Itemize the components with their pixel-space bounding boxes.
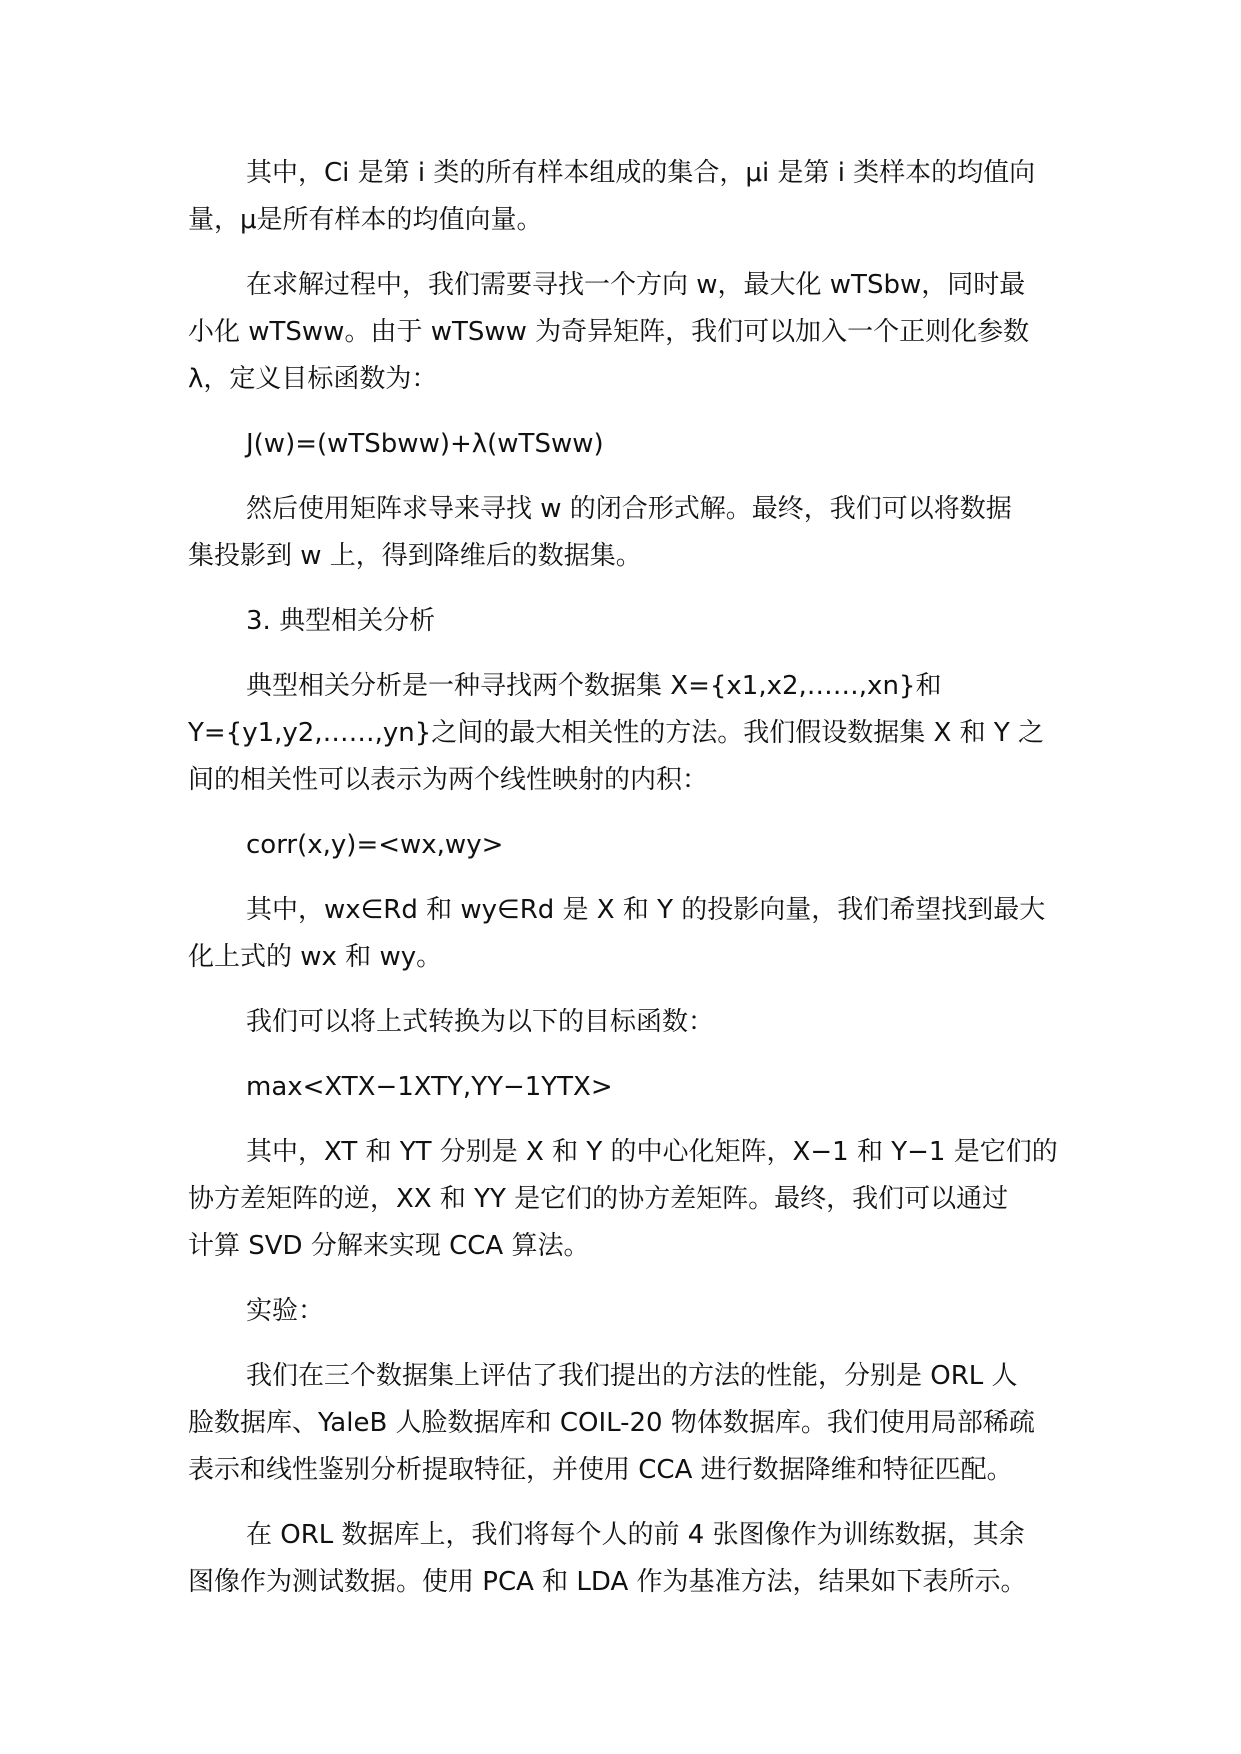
paragraph-ci-definition <box>188 150 1068 244</box>
paragraph-closed-form <box>188 486 1068 580</box>
section-heading-cca: 3. 典型相关分析 <box>246 606 436 636</box>
paragraph-centered-matrices <box>188 1129 1068 1270</box>
text-line: 其中，wx∈Rd 和 wy∈Rd 是 X 和 Y 的投影向量，我们希望找到最大 <box>246 895 1046 925</box>
paragraph-projection-vectors <box>188 887 1068 981</box>
text-line: Y={y1,y2,……,yn}之间的最大相关性的方法。我们假设数据集 X 和 Y 之 <box>188 718 1045 748</box>
formula-max: max<XTX−1XTY,YY−1YTX> <box>246 1072 613 1102</box>
text-line: 其中，XT 和 YT 分别是 X 和 Y 的中心化矩阵，X−1 和 Y−1 是它们的 <box>246 1137 1058 1167</box>
text-line: 其中，Ci 是第 i 类的所有样本组成的集合，μi 是第 i 类样本的均值向 <box>246 158 1036 188</box>
document-body <box>188 150 1068 1624</box>
text-line: 我们可以将上式转换为以下的目标函数： <box>246 1007 715 1037</box>
text-line: 协方差矩阵的逆，XX 和 YY 是它们的协方差矩阵。最终，我们可以通过 <box>188 1184 1009 1214</box>
text-line: 计算 SVD 分解来实现 CCA 算法。 <box>188 1231 590 1261</box>
text-line: 小化 wTSww。由于 wTSww 为奇异矩阵，我们可以加入一个正则化参数 <box>188 317 1030 347</box>
paragraph-convert-objective <box>188 999 1068 1046</box>
text-line: 表示和线性鉴别分析提取特征，并使用 CCA 进行数据降维和特征匹配。 <box>188 1455 1013 1485</box>
text-line: 脸数据库、YaleB 人脸数据库和 COIL-20 物体数据库。我们使用局部稀疏 <box>188 1408 1035 1438</box>
text-line: 化上式的 wx 和 wy。 <box>188 942 443 972</box>
text-line: 我们在三个数据集上评估了我们提出的方法的性能，分别是 ORL 人 <box>246 1361 1018 1391</box>
text-line: 在求解过程中，我们需要寻找一个方向 w，最大化 wTSbw，同时最 <box>246 270 1026 300</box>
paragraph-datasets <box>188 1353 1068 1494</box>
text-line: 间的相关性可以表示为两个线性映射的内积： <box>188 765 709 795</box>
text-line: 在 ORL 数据库上，我们将每个人的前 4 张图像作为训练数据，其余 <box>246 1520 1025 1550</box>
paragraph-orl-setup <box>188 1512 1068 1606</box>
text-line: λ，定义目标函数为： <box>188 364 438 394</box>
text-line: 然后使用矩阵求导来寻找 w 的闭合形式解。最终，我们可以将数据 <box>246 494 1012 524</box>
paragraph-optimization <box>188 262 1068 403</box>
text-line: 量，μ是所有样本的均值向量。 <box>188 205 543 235</box>
formula-objective-j: J(w)=(wTSbww)+λ(wTSww) <box>246 429 604 459</box>
paragraph-cca-intro <box>188 663 1068 804</box>
text-line: 集投影到 w 上，得到降维后的数据集。 <box>188 541 642 571</box>
text-line: 图像作为测试数据。使用 PCA 和 LDA 作为基准方法，结果如下表所示。 <box>188 1567 1027 1597</box>
text-line: 典型相关分析是一种寻找两个数据集 X={x1,x2,……,xn}和 <box>246 671 942 701</box>
section-heading-experiments: 实验： <box>246 1296 325 1326</box>
formula-corr: corr(x,y)=<wx,wy> <box>246 830 504 860</box>
